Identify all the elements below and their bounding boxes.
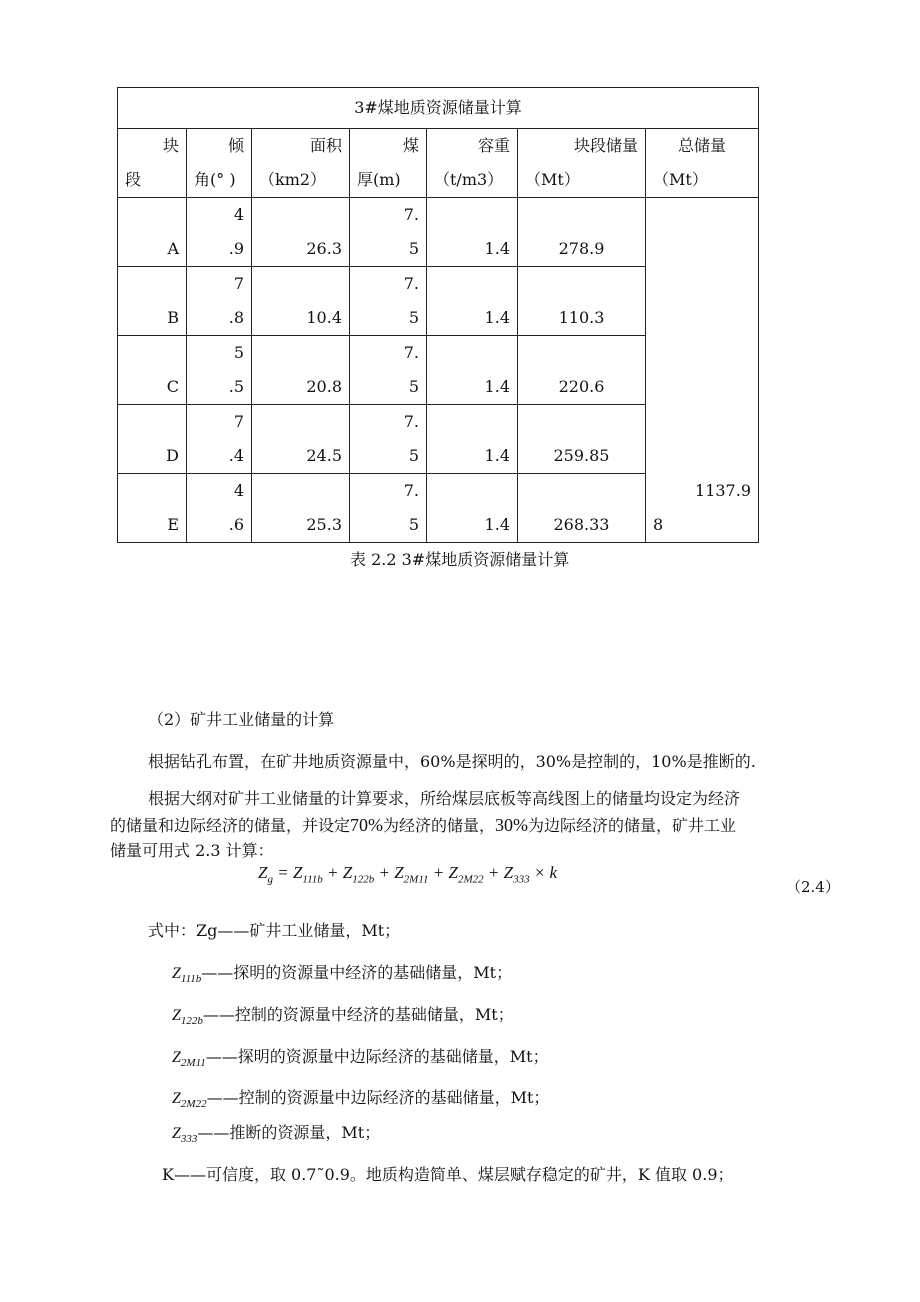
percent-economic: 70% [350,815,384,835]
definition-z122b: $Z_{122b}——$控制的资源量中经济的基础储量，Mt； [172,1005,514,1028]
cell-area: 20.8 [306,377,342,396]
cell-angle-top: 7 [233,412,244,431]
cell-angle-bottom: .8 [228,308,244,327]
section-heading: （2）矿井工业储量的计算 [148,710,335,729]
definition-z333: $Z_{333}——$推断的资源量，Mt； [172,1123,381,1146]
cell-thickness-bottom: 5 [408,308,419,327]
definition-z2m22: $Z_{2M22}——$控制的资源量中边际经济的基础储量，Mt； [172,1088,550,1111]
cell-thickness-bottom: 5 [408,239,419,258]
cell-total [646,198,759,543]
header-density: 容重 （t/m3） [427,129,518,198]
cell-area: 26.3 [306,239,342,258]
cell-block: A [167,239,179,258]
definition-z111b: $Z_{111b}——$探明的资源量中经济的基础储量，Mt； [172,963,513,986]
cell-angle-top: 7 [233,274,244,293]
cell-density: 1.4 [484,515,510,534]
where-line: 式中：Zg——矿井工业储量，Mt； [148,921,401,940]
cell-thickness-top: 7. [403,343,419,362]
reserve-formula: $Z_g = Z_{111b} + Z_{122b} + Z_{2M11} + Z_{2M22} + Z_{333} \times k$ [258,863,558,886]
k-definition: K——可信度，取 0.7˜0.9。地质构造简单、煤层赋存稳定的矿井，K 值取 0.9； [162,1165,734,1184]
cell-thickness-bottom: 5 [408,446,419,465]
cell-reserve: 268.33 [553,515,610,534]
cell-angle-top: 5 [233,343,244,362]
cell-angle-top: 4 [233,205,244,224]
header-block-reserve: 块段储量 （Mt） [518,129,646,198]
total-value-bottom: 8 [653,515,664,534]
equation-number: （2.4） [786,878,840,896]
cell-density: 1.4 [484,308,510,327]
cell-thickness-top: 7. [403,412,419,431]
cell-angle-bottom: .5 [228,377,244,396]
cell-thickness-top: 7. [403,274,419,293]
cell-density: 1.4 [484,239,510,258]
cell-reserve: 220.6 [558,377,605,396]
table-title: 3#煤地质资源储量计算 [118,88,759,129]
paragraph-exploration-ratio: 根据钻孔布置，在矿井地质资源量中，60%是探明的，30%是控制的，10%是推断的. [148,752,756,771]
cell-block: E [167,515,179,534]
paragraph-requirements-line3: 储量可用式 2.3 计算： [110,841,274,860]
header-thickness: 煤 厚(m) [350,129,427,198]
cell-density: 1.4 [484,377,510,396]
cell-block: C [166,377,179,396]
cell-density: 1.4 [484,446,510,465]
cell-reserve: 259.85 [553,446,610,465]
header-angle: 倾 角(° ) [187,129,252,198]
header-total-reserve: 总储量 （Mt） [646,129,759,198]
cell-thickness-bottom: 5 [408,515,419,534]
paragraph-requirements-line1: 根据大纲对矿井工业储量的计算要求，所给煤层底板等高线图上的储量均设定为经济 [148,789,741,808]
cell-area: 10.4 [306,308,342,327]
cell-block: D [166,446,179,465]
cell-block: B [167,308,179,327]
cell-reserve: 278.9 [558,239,605,258]
cell-angle-bottom: .9 [228,239,244,258]
table-caption: 表 2.2 3#煤地质资源储量计算 [350,550,570,569]
cell-area: 24.5 [306,446,342,465]
cell-angle-top: 4 [233,481,244,500]
paragraph-requirements-line2: 的储量和边际经济的储量，并设定70%为经济的储量，30%为边际经济的储量，矿井工业 [110,815,737,835]
table-row [118,198,759,267]
total-value-top: 1137.9 [695,481,751,500]
definition-z2m11: $Z_{2M11}——$探明的资源量中边际经济的基础储量，Mt； [172,1047,549,1070]
cell-area: 25.3 [306,515,342,534]
header-area: 面积 （km2） [252,129,350,198]
cell-angle-bottom: .6 [228,515,244,534]
reserve-table [117,87,759,543]
cell-angle-bottom: .4 [228,446,244,465]
percent-marginal: 30% [495,815,529,835]
table-header-row [118,129,759,198]
cell-reserve: 110.3 [558,308,605,327]
cell-thickness-bottom: 5 [408,377,419,396]
header-block: 块 段 [118,129,187,198]
cell-thickness-top: 7. [403,205,419,224]
cell-thickness-top: 7. [403,481,419,500]
